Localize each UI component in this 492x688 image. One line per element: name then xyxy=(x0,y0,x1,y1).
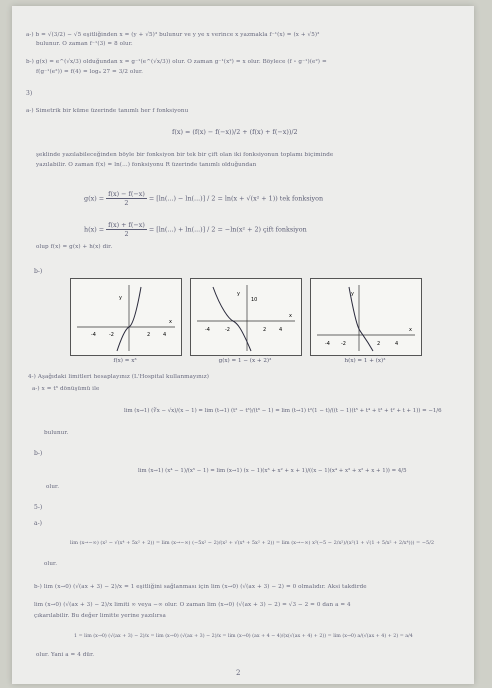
page-number: 2 xyxy=(236,669,241,677)
axis-label-x: x xyxy=(289,313,292,319)
graph-h-caption: h(x) = 1 + (x)³ xyxy=(344,358,386,364)
graph-f-cubic xyxy=(70,278,182,356)
q5-a-equation: lim (x→−∞) (x² − √(x⁴ + 5x² + 2)) = lim (x→−∞) (−5x² − 2)/(x² + √(x⁴ + 5x² + 2)) = lim (x→−∞) x²(−5 − 2/x²)/(x²(1 + √(1 + 5/x² + 2/x⁴))) = −5/2 xyxy=(70,540,435,546)
q3-b-label: b-) xyxy=(34,268,43,275)
q3-h-definition: h(x) = $\frac{f(x) + f(-x)}{2}$ = [ln(...) + ln(...)] / 2 = −ln(x² + 2) çift fonksiyon xyxy=(84,221,307,238)
q3-intro: a-) Simetrik bir küme üzerinde tanımlı her f fonksiyonu xyxy=(26,108,189,114)
q5-b-equation: 1 = lim (x→0) (√(ax + 3) − 2)/x = lim (x→0) (√(ax + 3) − 2)/x = lim (x→0) (ax + 4 − 4)/(x(√(ax + 4) + 2)) = lim (x→0) a/(√(ax + 4) + 2) = a/4 xyxy=(74,634,413,639)
q3-text2: yazılabilir. O zaman f(x) = ln(...) fonksiyonu R üzerinde tanımlı olduğundan xyxy=(36,162,257,168)
q5-b-end: olur. Yani a = 4 dür. xyxy=(36,652,95,658)
axis-label-y: y xyxy=(119,295,122,301)
q4-b-label: b-) xyxy=(34,450,43,457)
q3-text1: şeklinde yazılabileceğinden böyle bir fonksiyon bir tek bir çift olan iki fonksiyonun toplamı biçiminde xyxy=(36,152,334,158)
tick-label: -2 xyxy=(109,332,114,338)
q3-label: 3) xyxy=(26,90,33,97)
tick-label: 10 xyxy=(251,297,258,303)
graph-g-caption: g(x) = 1 − (x + 2)³ xyxy=(218,358,272,364)
document-page xyxy=(12,6,474,684)
q3-conclusion: olup f(x) = g(x) + h(x) dir. xyxy=(36,244,113,250)
q-b1-line2: f(g⁻¹(e²)) = f(4) = log₄ 27 = 3/2 olur. xyxy=(36,69,144,75)
q4-a-text: a-) x = t⁶ dönüşümü ile xyxy=(32,386,100,392)
tick-label: 2 xyxy=(263,327,267,333)
tick-label: 4 xyxy=(395,341,399,347)
tick-label: 2 xyxy=(377,341,381,347)
q5-b-line2: lim (x→0) (√(ax + 3) − 2)/x limiti ∞ veya −∞ olur. O zaman lim (x→0) (√(ax + 3) − 2) = √3 − 2 = 0 dan a = 4 xyxy=(34,602,351,608)
tick-label: 4 xyxy=(279,327,283,333)
axis-label-x: x xyxy=(169,319,172,325)
axis-label-y: y xyxy=(351,291,354,297)
tick-label: 2 xyxy=(147,332,151,338)
graph-g xyxy=(190,278,302,356)
q5-a-end: olur. xyxy=(44,561,58,567)
tick-label: -4 xyxy=(205,327,210,333)
q4-b-equation: lim (x→1) (x⁴ − 1)/(x⁵ − 1) = lim (x→1) (x − 1)(x³ + x² + x + 1)/((x − 1)(x⁴ + x³ + x² + x + 1)) = 4/5 xyxy=(138,468,407,474)
graph-f-caption: f(x) = x³ xyxy=(113,358,137,364)
axis-label-y: y xyxy=(237,291,240,297)
axis-label-x: x xyxy=(409,327,412,333)
tick-label: -2 xyxy=(225,327,230,333)
q-b1-line1: b-) g(x) = e^(√x/3) olduğundan x = g⁻¹(e^(√x/3)) olur. O zaman g⁻¹(x²) = x olur. Böylece (f ∘ g⁻¹)(e²) = xyxy=(26,59,327,65)
curve-g xyxy=(213,287,251,351)
tick-label: 4 xyxy=(163,332,167,338)
q3-decomposition-formula: f(x) = (f(x) − f(−x))/2 + (f(x) + f(−x))/2 xyxy=(172,128,298,136)
q5-b-line1: b-) lim (x→0) (√(ax + 3) − 2)/x = 1 eşitliğini sağlanması için lim (x→0) (√(ax + 3) − 2) = 0 olmalıdır. Aksi takdirde xyxy=(34,584,367,590)
q-a1-line2: bulunur. O zaman f⁻¹(3) = 8 olur. xyxy=(36,41,133,47)
graph-h xyxy=(310,278,422,356)
q5-b-line3: çıkarılabilir. Bu değer limitte yerine yazılırsa xyxy=(34,613,166,619)
q4-b-end: olur. xyxy=(46,484,60,490)
q5-label: 5-) xyxy=(34,504,43,511)
q-a1-line1: a-) b = √(3/2) − √5 eşitliğinden x = (y + √5)³ bulunur ve y ye x verince x yazmakla f⁻¹(x) = (x + √5)³ xyxy=(26,32,320,38)
tick-label: -2 xyxy=(341,341,346,347)
tick-label: -4 xyxy=(325,341,330,347)
tick-label: -4 xyxy=(91,332,96,338)
q4-title: 4-) Aşağıdaki limitleri hesaplayınız (L'Hospital kullanmayınız) xyxy=(28,374,210,380)
q4-a-end: bulunur. xyxy=(44,430,69,436)
q4-a-equation: lim (x→1) (∛x − √x)/(x − 1) = lim (t→1) (t² − t³)/(t⁶ − 1) = lim (t→1) t²(1 − t)/((t − 1)(t⁵ + t⁴ + t³ + t² + t + 1)) = −1/6 xyxy=(124,408,442,414)
q3-g-definition: g(x) = $\frac{f(x) - f(-x)}{2}$ = [ln(...) − ln(...)] / 2 = ln(x + √(x² + 1)) tek fonksiyon xyxy=(84,190,324,207)
q5-a-label: a-) xyxy=(34,520,42,527)
